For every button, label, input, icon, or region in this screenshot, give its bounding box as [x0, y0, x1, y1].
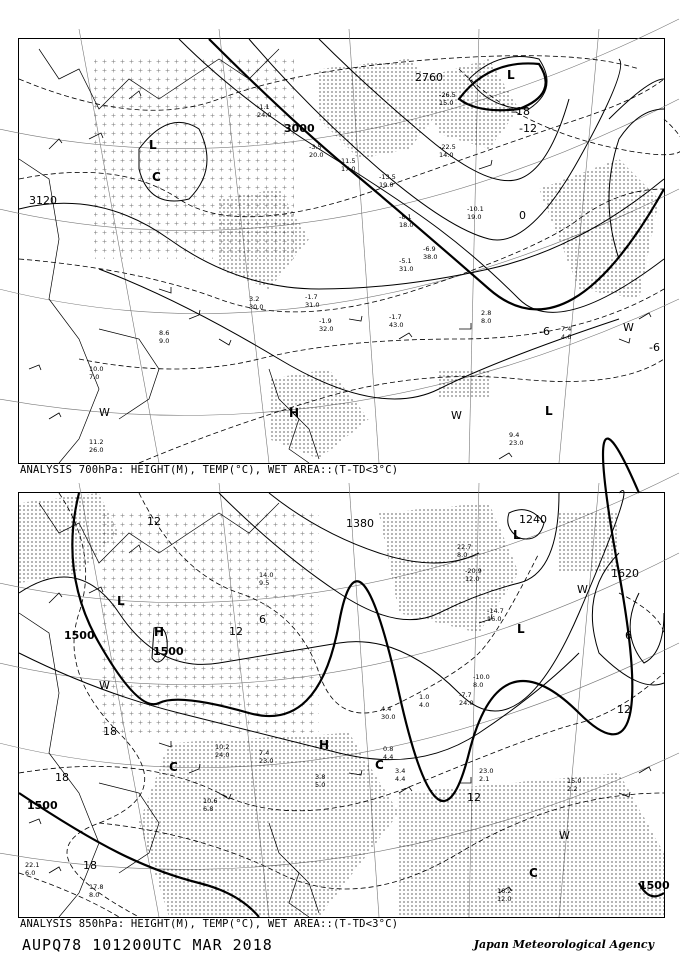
station-value: 30.0	[381, 713, 396, 721]
height-label: 2760	[415, 71, 443, 84]
temp-label: -6	[649, 341, 660, 354]
cold-center: C	[375, 758, 384, 772]
station-value: 3.8	[315, 773, 326, 781]
station-value: 24.0	[459, 699, 474, 707]
station-value: 23.0	[509, 439, 524, 447]
high-center: H	[319, 738, 330, 752]
station-value: 31.0	[305, 301, 320, 309]
station-value: 8.0	[473, 681, 484, 689]
station-value: 6.8	[203, 805, 214, 813]
station-value: 24.0	[257, 111, 272, 119]
station-value: 10.0	[89, 365, 104, 373]
station-value: 3.2	[249, 295, 260, 303]
low-center: L	[117, 594, 125, 608]
station-value: 14.0	[259, 571, 274, 579]
station-value: 15.0	[567, 777, 582, 785]
temp-label: 18	[83, 859, 97, 872]
temp-label: 18	[55, 771, 69, 784]
temp-label: 6	[625, 629, 632, 642]
station-value: -6.9	[423, 245, 436, 253]
height-label: 1500	[27, 799, 58, 812]
temp-label: -18	[512, 105, 530, 118]
station-value: 17.0	[341, 165, 356, 173]
low-center: L	[507, 68, 515, 82]
station-value: 19.0	[467, 213, 482, 221]
station-value: 8.0	[89, 891, 100, 899]
station-value: 23.0	[259, 757, 274, 765]
height-label: 1380	[346, 517, 374, 530]
station-value: 14.0	[439, 151, 454, 159]
warm-center: W	[623, 321, 634, 334]
station-value: 8.0	[481, 317, 492, 325]
station-value: -7.7	[459, 691, 472, 699]
temp-label: -6	[539, 325, 550, 338]
station-value: -14.7	[487, 607, 504, 615]
height-label: 1500	[639, 879, 670, 892]
cold-center: C	[529, 866, 538, 880]
warm-center: W	[559, 829, 570, 842]
station-value: 15.0	[439, 99, 454, 107]
station-value: -26.5	[439, 91, 456, 99]
map-panel-850hpa	[18, 492, 670, 918]
station-value: 0.8	[383, 745, 394, 753]
station-value: 1.0	[419, 693, 430, 701]
caption-850hpa: ANALYSIS 850hPa: HEIGHT(M), TEMP(°C), WET AREA::(T-TD<3°C)	[20, 918, 399, 930]
station-value: 10.6	[203, 797, 218, 805]
station-value: -3.5	[309, 143, 322, 151]
station-value: 23.0	[479, 767, 494, 775]
station-value: 30.0	[249, 303, 264, 311]
station-value: 7.4	[561, 325, 572, 333]
station-value: 31.0	[399, 265, 414, 273]
low-center: L	[513, 528, 521, 542]
station-value: 11.2	[89, 438, 104, 446]
station-value: -1.1	[257, 103, 270, 111]
station-value: 9.4	[509, 431, 520, 439]
station-value: 4.4	[395, 775, 406, 783]
low-center: L	[149, 138, 157, 152]
station-value: -10.1	[467, 205, 484, 213]
station-value: 11.5	[341, 157, 356, 165]
station-value: 38.0	[423, 253, 438, 261]
station-value: 16.2	[497, 887, 512, 895]
station-value: 2.1	[479, 775, 490, 783]
station-value: -1.9	[319, 317, 332, 325]
station-value: -22.5	[439, 143, 456, 151]
caption-700hpa: ANALYSIS 700hPa: HEIGHT(M), TEMP(°C), WET AREA::(T-TD<3°C)	[20, 464, 399, 476]
high-center: H	[289, 406, 300, 420]
station-value: 4.0	[419, 701, 430, 709]
station-value: 3.4	[395, 767, 406, 775]
station-value: -1.7	[389, 313, 402, 321]
station-value: 8.0	[457, 551, 468, 559]
station-value: -8.1	[399, 213, 412, 221]
station-value: 6.0	[25, 869, 36, 877]
temp-label: 12	[229, 625, 243, 638]
low-center: L	[545, 404, 553, 418]
station-value: 12.0	[497, 895, 512, 903]
station-value: 10.2	[215, 743, 230, 751]
station-value: -5.1	[399, 257, 412, 265]
height-label: 3000	[284, 122, 315, 135]
low-center: L	[517, 622, 525, 636]
station-value: 4.6	[561, 333, 572, 341]
station-value: 43.0	[389, 321, 404, 329]
station-value: 22.1	[25, 861, 40, 869]
temp-label: 12	[467, 791, 481, 804]
map-850hpa-svg	[19, 493, 670, 917]
temp-label: -12	[519, 122, 537, 135]
station-value: 9.0	[159, 337, 170, 345]
temp-label: 12	[617, 703, 631, 716]
agency-name: Japan Meteorological Agency	[473, 938, 654, 951]
height-label: 3120	[29, 194, 57, 207]
station-value: 9.5	[259, 579, 270, 587]
station-value: 16.0	[487, 615, 502, 623]
cold-center: C	[152, 170, 161, 184]
station-value: 18.0	[399, 221, 414, 229]
station-value: 7.4	[259, 749, 270, 757]
station-value: 4.4	[383, 753, 394, 761]
warm-center: W	[99, 406, 110, 419]
height-label: 1620	[611, 567, 639, 580]
station-value: 2.2	[567, 785, 578, 793]
temp-label: 6	[259, 613, 266, 626]
station-value: 2.8	[481, 309, 492, 317]
height-label: 1240	[519, 513, 547, 526]
warm-center: W	[99, 679, 110, 692]
warm-center: W	[451, 409, 462, 422]
temp-label: 0	[519, 209, 526, 222]
station-value: 20.0	[309, 151, 324, 159]
map-700hpa-svg	[19, 39, 664, 463]
station-value: -13.5	[379, 173, 396, 181]
chart-id-and-time: AUPQ78 101200UTC MAR 2018	[22, 936, 273, 954]
cold-center: C	[169, 760, 178, 774]
warm-center: W	[577, 583, 588, 596]
station-value: 4.4	[381, 705, 392, 713]
map-panel-700hpa	[18, 38, 665, 464]
height-label: 1500	[64, 629, 95, 642]
station-value: 5.0	[315, 781, 326, 789]
station-value: -1.7	[305, 293, 318, 301]
station-value: 17.8	[89, 883, 104, 891]
station-value: 12.0	[465, 575, 480, 583]
station-value: 22.7	[457, 543, 472, 551]
temp-label: 12	[147, 515, 161, 528]
high-center: H	[154, 625, 165, 639]
station-value: 24.0	[215, 751, 230, 759]
station-value: 19.0	[379, 181, 394, 189]
station-value: 8.6	[159, 329, 170, 337]
station-value: -10.0	[473, 673, 490, 681]
station-value: 7.0	[89, 373, 100, 381]
station-value: 32.0	[319, 325, 334, 333]
height-label: 1500	[153, 645, 184, 658]
station-value: -20.9	[465, 567, 482, 575]
temp-label: 18	[103, 725, 117, 738]
station-value: 26.0	[89, 446, 104, 454]
